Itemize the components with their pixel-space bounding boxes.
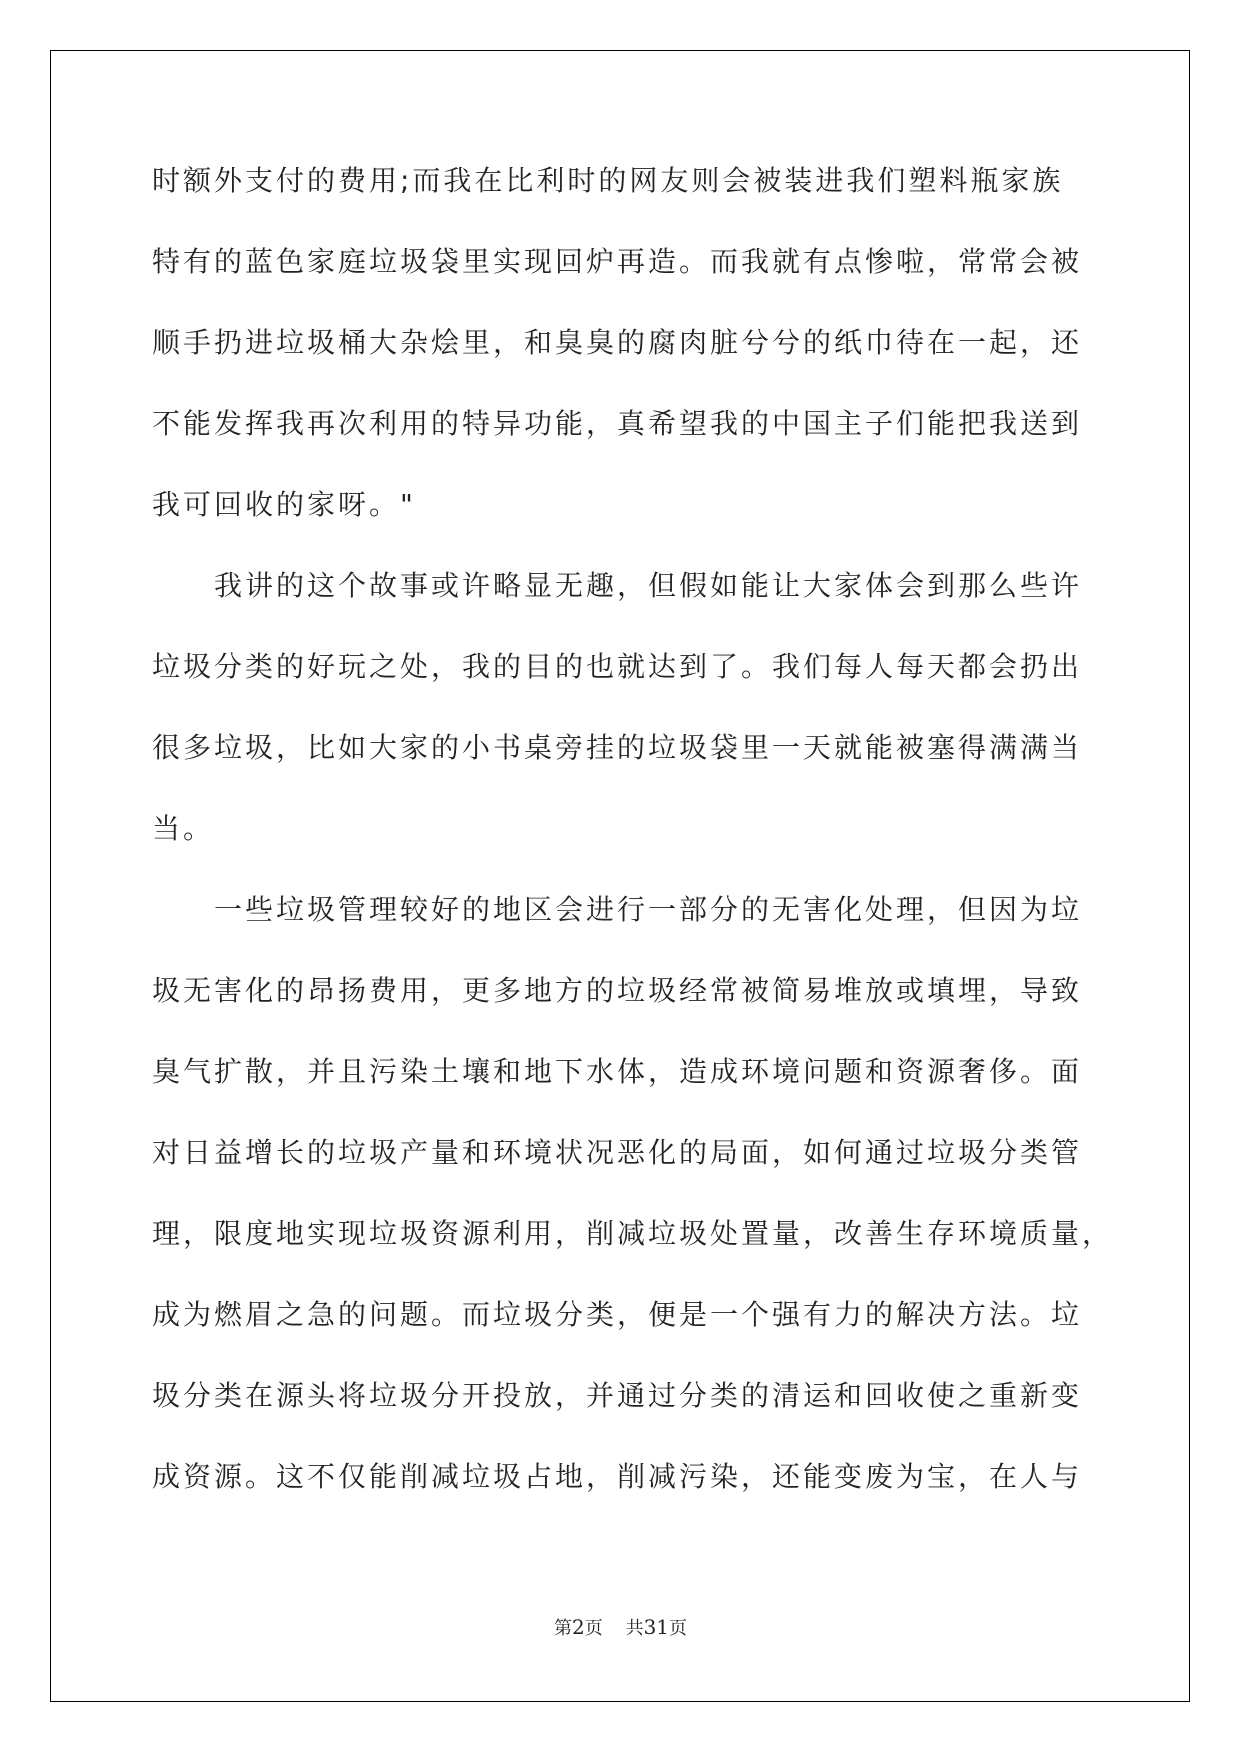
paragraph-first-line: 我讲的这个故事或许略显无趣，但假如能让大家体会到那么些许 [214,569,1083,602]
text-line: 不能发挥我再次利用的特异功能，真希望我的中国主子们能把我送到 [152,407,1083,440]
page-prefix: 第 [553,1618,572,1639]
text-line: 很多垃圾，比如大家的小书桌旁挂的垃圾袋里一天就能被塞得满满当 [152,731,1083,764]
text-line: 圾分类在源头将垃圾分开投放，并通过分类的清运和回收使之重新变 [152,1379,1083,1412]
total-prefix: 共 [625,1618,644,1639]
text-line: 我可回收的家呀。" [152,488,416,521]
text-line: 顺手扔进垃圾桶大杂烩里，和臭臭的腐肉脏兮兮的纸巾待在一起，还 [152,326,1083,359]
text-line: 圾无害化的昂扬费用，更多地方的垃圾经常被简易堆放或填埋，导致 [152,974,1083,1007]
text-line: 理，限度地实现垃圾资源利用，削减垃圾处置量，改善生存环境质量， [152,1217,1114,1250]
page-current: 2 [571,1615,585,1639]
text-line: 垃圾分类的好玩之处，我的目的也就达到了。我们每人每天都会扔出 [152,650,1083,683]
text-line: 时额外支付的费用;而我在比利时的网友则会被装进我们塑料瓶家族 [152,164,1064,197]
text-line: 臭气扩散，并且污染土壤和地下水体，造成环境问题和资源奢侈。面 [152,1055,1083,1088]
text-line: 成为燃眉之急的问题。而垃圾分类，便是一个强有力的解决方法。垃 [152,1298,1083,1331]
text-line: 成资源。这不仅能削减垃圾占地，削减污染，还能变废为宝，在人与 [152,1460,1083,1493]
document-body [152,153,1114,1530]
paragraph-first-line: 一些垃圾管理较好的地区会进行一部分的无害化处理，但因为垃 [214,893,1083,926]
page-suffix: 页 [584,1618,603,1639]
page-total: 31 [643,1615,670,1639]
text-line: 对日益增长的垃圾产量和环境状况恶化的局面，如何通过垃圾分类管 [152,1136,1083,1169]
total-suffix: 页 [669,1618,688,1639]
text-line: 当。 [152,812,215,845]
text-line: 特有的蓝色家庭垃圾袋里实现回炉再造。而我就有点惨啦，常常会被 [152,245,1083,278]
page-footer [0,1614,1241,1640]
